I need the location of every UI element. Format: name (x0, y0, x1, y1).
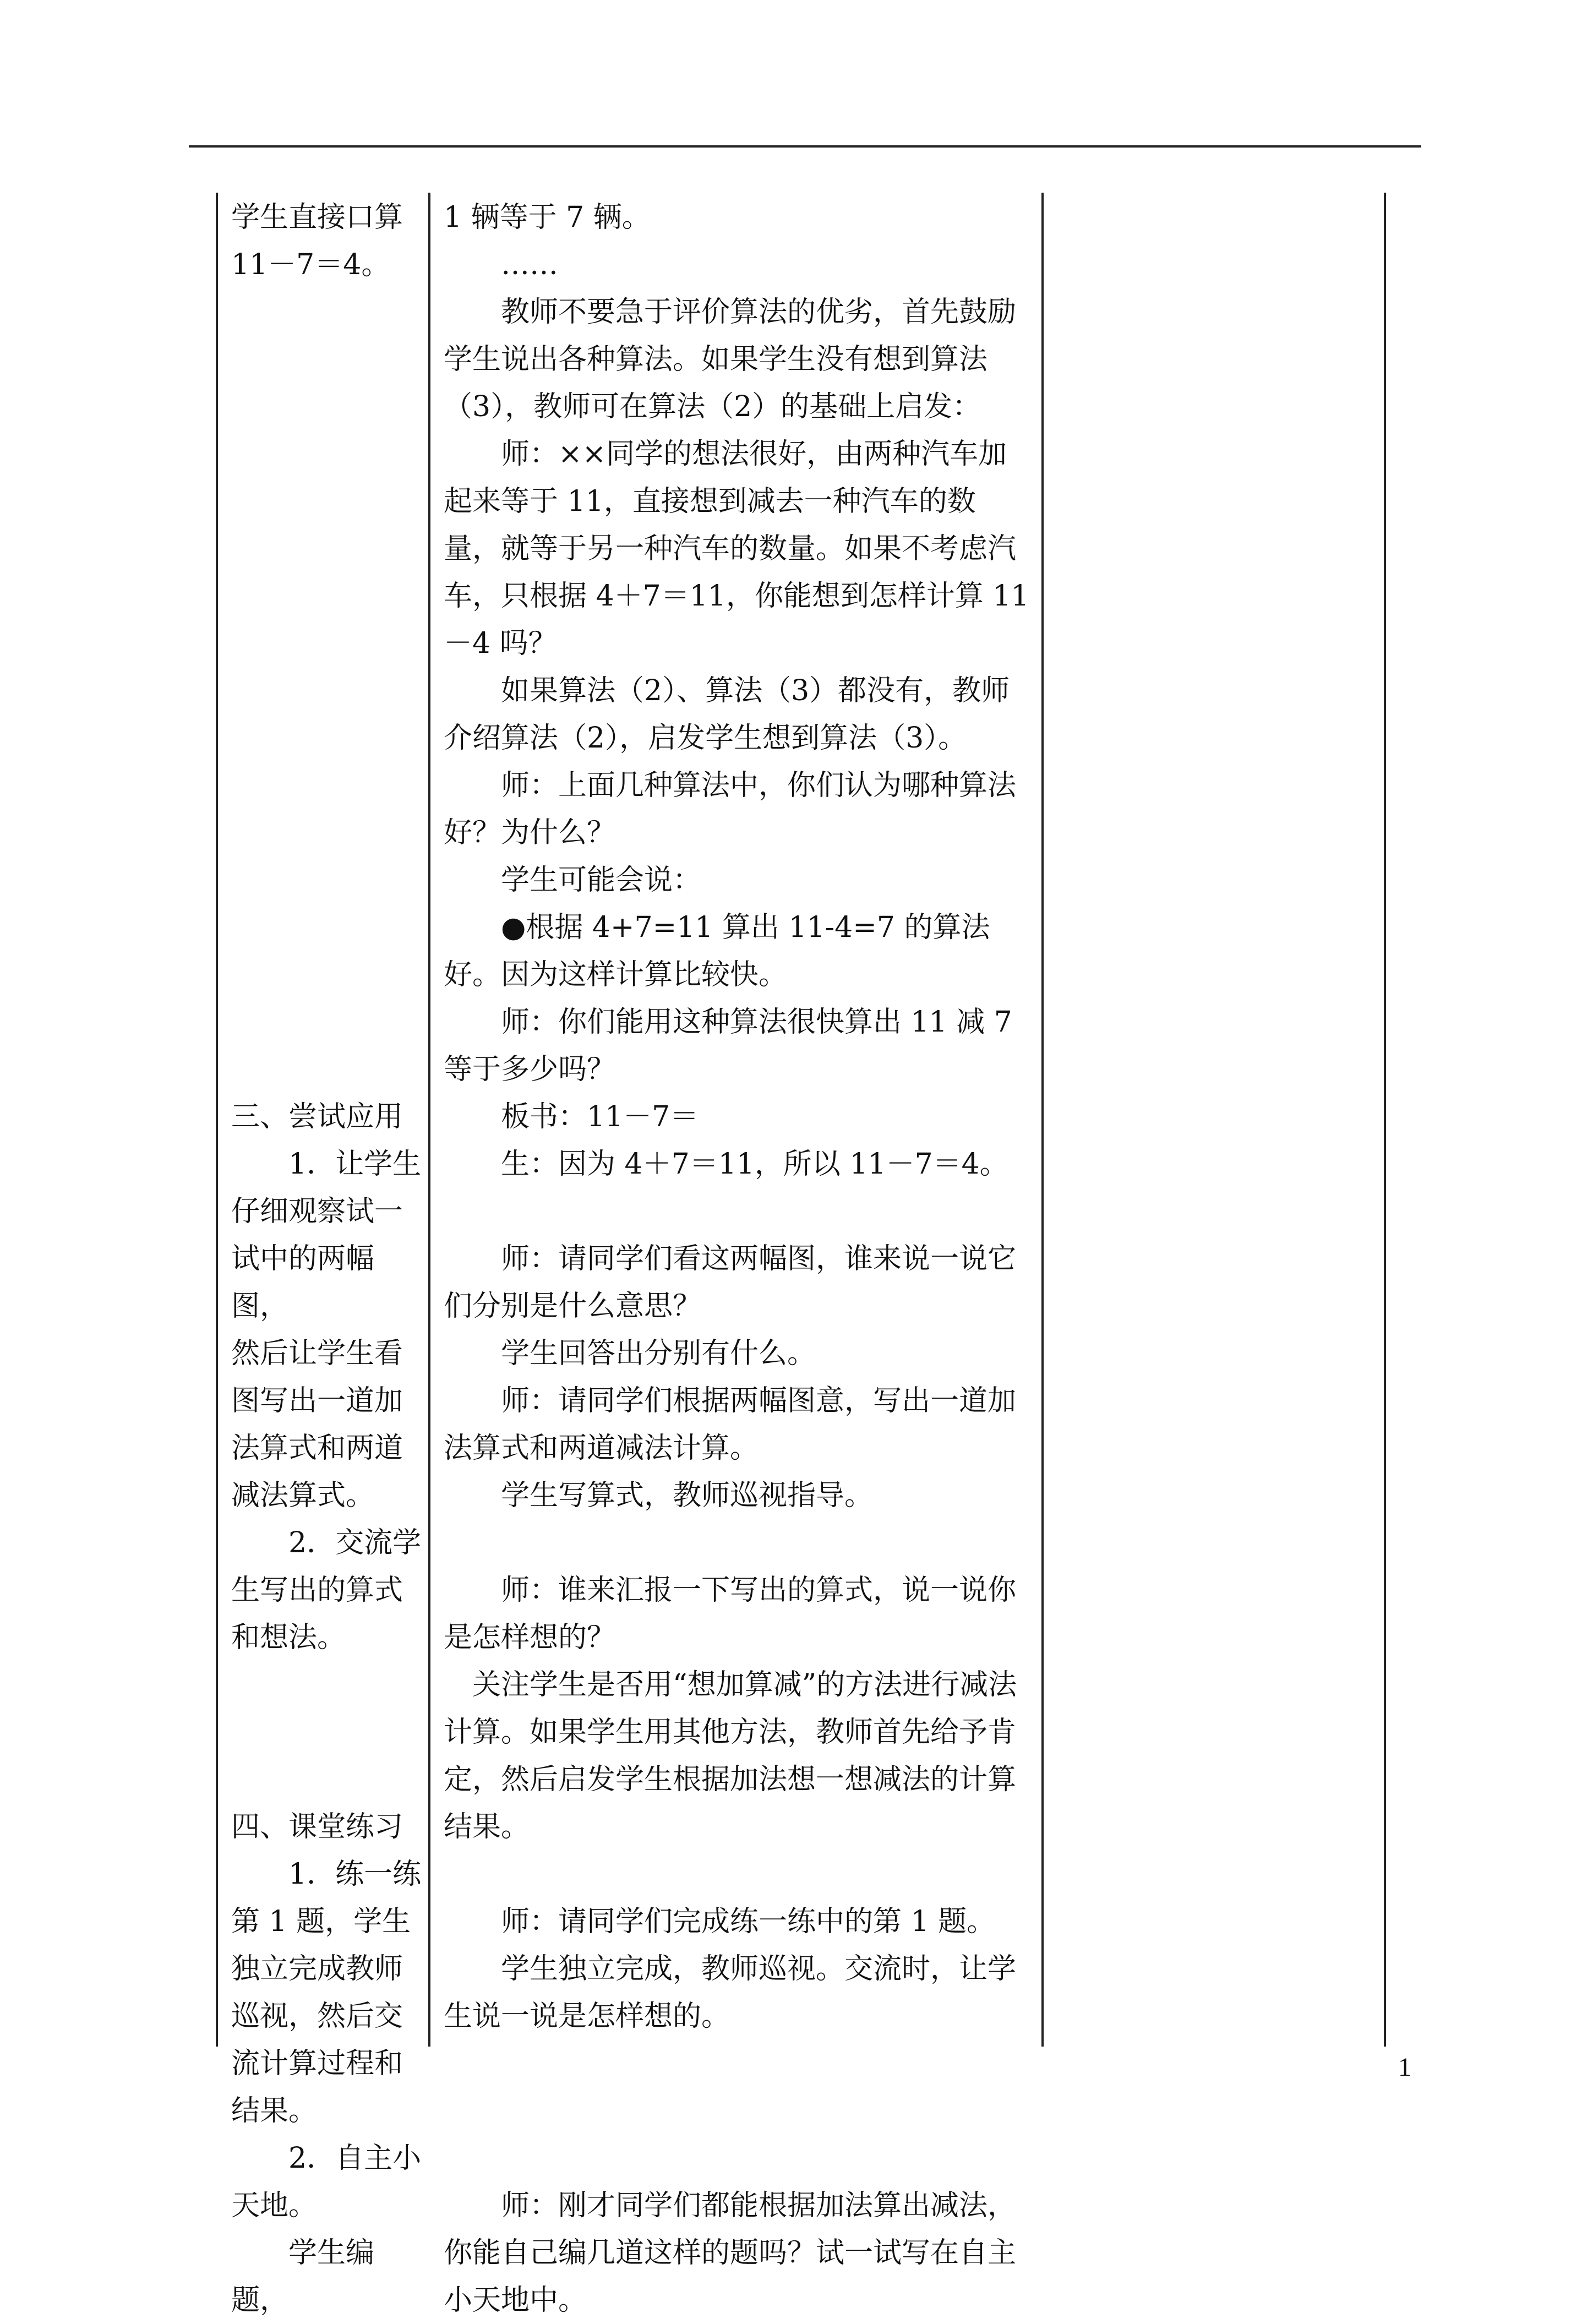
left-line: 法算式和两道 (231, 1432, 403, 1465)
left-line: 2．交流学 (231, 1526, 422, 1559)
left-line: 三、尝试应用 (231, 1100, 403, 1133)
left-line: 2．自主小 (231, 2142, 422, 2175)
left-line (231, 620, 422, 667)
left-line (231, 999, 422, 1046)
teacher-paragraph (444, 1851, 1033, 1898)
teacher-paragraph: 师：你们能用这种算法很快算出 11 减 7 等于多少吗？ (444, 1006, 1022, 1086)
teacher-paragraph (444, 2087, 1033, 2135)
teacher-paragraph: 师：请同学们根据两幅图意，写出一道加法算式和两道减法计算。 (444, 1384, 1017, 1465)
student-activity-column (231, 194, 422, 2324)
left-line (231, 714, 422, 762)
teacher-paragraph: 板书：11－7＝ (501, 1100, 699, 1133)
teacher-paragraph (444, 1519, 1033, 1567)
teacher-paragraph: 师：谁来汇报一下写出的算式，说一说你是怎样想的？ (444, 1574, 1017, 1654)
left-line (231, 572, 422, 620)
teacher-paragraph: 师：请同学们看这两幅图，谁来说一说它们分别是什么意思？ (444, 1242, 1017, 1323)
teacher-paragraph: 学生回答出分别有什么。 (501, 1337, 816, 1370)
teacher-paragraph: ●根据 4+7=11 算出 11-4=7 的算法好。因为这样计算比较快。 (444, 911, 990, 991)
teacher-paragraph: 关注学生是否用“想加算减”的方法进行减法计算。如果学生用其他方法，教师首先给予肯定，然后启发学生根据加法想一想减法的计算结果。 (444, 1668, 1017, 1843)
left-line: 流计算过程和 (231, 2047, 403, 2080)
left-line (231, 951, 422, 999)
left-line: 第 1 题，学生 (231, 1905, 411, 1938)
left-line (231, 288, 422, 336)
left-line: 然后让学生看 (231, 1337, 403, 1370)
table-border-col2 (1041, 193, 1044, 2047)
left-line (231, 383, 422, 430)
left-line (231, 667, 422, 714)
left-line: 四、课堂练习 (231, 1810, 403, 1843)
teacher-paragraph: 学生写算式，教师巡视指导。 (501, 1479, 874, 1512)
left-line (231, 1661, 422, 1709)
table-border-right (1384, 193, 1386, 2047)
teacher-paragraph (444, 2040, 1033, 2087)
left-line: 学生编题， (231, 2236, 375, 2317)
teacher-paragraph: 学生独立完成，教师巡视。交流时，让学生说一说是怎样想的。 (444, 1952, 1017, 2033)
left-line (231, 809, 422, 857)
teacher-paragraph: 师：请同学们完成练一练中的第 1 题。 (501, 1905, 996, 1938)
left-line: 和想法。 (231, 1621, 346, 1654)
left-line (231, 1756, 422, 1803)
header-rule (189, 145, 1421, 148)
left-line: 1．让学生 (231, 1148, 422, 1181)
left-line: 11－7＝4。 (231, 248, 390, 281)
teacher-paragraph: 生：因为 4＋7＝11，所以 11－7＝4。 (501, 1148, 1008, 1181)
left-line (231, 1709, 422, 1756)
left-line (231, 336, 422, 383)
teacher-paragraph (444, 1188, 1033, 1235)
left-line (231, 1046, 422, 1093)
left-line: 试中的两幅图， (231, 1242, 375, 1323)
left-line: 仔细观察试一 (231, 1195, 403, 1228)
left-line: 结果。 (231, 2094, 318, 2127)
left-line (231, 525, 422, 572)
left-line (231, 762, 422, 809)
left-line: 学生直接口算 (231, 201, 403, 234)
teacher-paragraph: 学生可能会说： (501, 864, 702, 897)
left-line: 图写出一道加 (231, 1384, 403, 1417)
left-line: 天地。 (231, 2189, 318, 2222)
teacher-paragraph: 如果算法（2）、算法（3）都没有，教师介绍算法（2），启发学生想到算法（3）。 (444, 674, 1010, 755)
left-line: 减法算式。 (231, 1479, 375, 1512)
left-line (231, 430, 422, 478)
teacher-paragraph: 师：××同学的想法很好，由两种汽车加起来等于 11，直接想到减去一种汽车的数量，就等于另一种汽车的数量。如果不考虑汽车，只根据 4＋7＝11，你能想到怎样计算 11－4 吗？ (444, 438, 1029, 660)
teacher-activity-column (444, 194, 1033, 2324)
left-line (231, 857, 422, 904)
teacher-paragraph: 师：上面几种算法中，你们认为哪种算法好？为什么？ (444, 769, 1017, 849)
left-line (231, 904, 422, 951)
table-border-col1 (428, 193, 430, 2047)
left-line: 巡视，然后交 (231, 2000, 403, 2033)
left-line: 1．练一练 (231, 1858, 422, 1891)
left-line: 独立完成教师 (231, 1952, 403, 1985)
teacher-paragraph: 师：刚才同学们都能根据加法算出减法，你能自己编几道这样的题吗？试一试写在自主小天地中。 (444, 2189, 1017, 2317)
table-border-left (216, 193, 218, 2047)
teacher-paragraph (444, 2135, 1033, 2182)
teacher-paragraph: …… (501, 248, 558, 281)
teacher-paragraph: 1 辆等于 7 辆。 (444, 201, 651, 234)
page-number: 1 (1398, 2053, 1411, 2082)
left-line (231, 478, 422, 525)
teacher-paragraph: 教师不要急于评价算法的优劣，首先鼓励学生说出各种算法。如果学生没有想到算法（3），教师可在算法（2）的基础上启发： (444, 296, 1017, 423)
left-line: 生写出的算式 (231, 1574, 403, 1607)
